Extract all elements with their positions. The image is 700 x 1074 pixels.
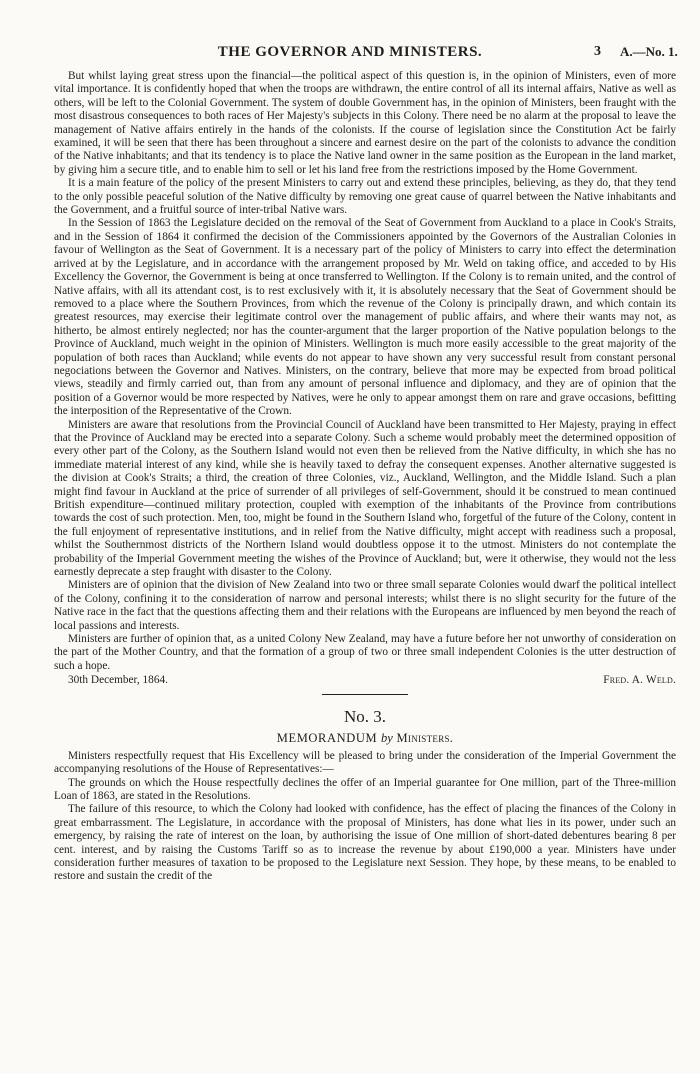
paragraph: In the Session of 1863 the Legislature decided on the removal of the Seat of Government from Auckland to a place in Cook's Straits, and in the Session of 1864 it confirmed the decision of the Commissioners appointed by the Governors of the Australian Colonies in favour of Wellington as the Seat of Government. It is a necessary part of the policy of Ministers to carry into effect the determination arrived at by the Legislature, and in accordance with the arrangement proposed by Mr. Weld on taking office, and acceded to by His Excellency the Governor, the Government is being at once transferred to Wellington. If the Colony is to remain united, and the control of Native affairs, with all its attendant cost, is to rest exclusively with it, it is absolutely necessary that the Seat of Government should be removed to a place where the Southern Provinces, from which the revenue of the Colony is principally drawn, and which contain its greatest resources, may exercise their legitimate control over the management of public affairs, and where their wants may not, as hitherto, be almost entirely neglected; nor has the counter-argument that the larger proportion of the Native population belongs to the Province of Auckland, much weight in the opinion of Ministers. Wellington is much more easily accessible to the great majority of the population of both races than Auckland; while events do not appear to have shown any very successful result from constant personal negociations between the Governor and Natives. Ministers, on the contrary, believe that more may be expected from broad political views, steadily and firmly carried out, than from any amount of personal influence and diplomacy, and they are of opinion that the position of a Governor would be more respected by Natives, were he only to appear amongst them on rare and grave occasions, befitting the interposition of the Representative of the Crown.	[54, 217, 676, 418]
memo-date: 30th December, 1864.	[68, 674, 168, 687]
signature: Fred. A. Weld.	[603, 674, 676, 687]
document-number: No. 3.	[343, 706, 387, 726]
paragraph: Ministers respectfully request that His Excellency will be pleased to bring under the consideration of the Imperial Government the accompanying resolutions of the House of Representatives:—	[54, 749, 676, 776]
page-header	[0, 44, 700, 64]
paragraph: But whilst laying great stress upon the financial—the political aspect of this question is, in the opinion of Ministers, even of more vital importance. It is confidently hoped that when the troops are withdrawn, the entire control of all its internal affairs, Native as well as others, will be left to the Colonial Government. The system of double Government has, in the opinion of Ministers, been fraught with the most disastrous consequences to both races of Her Majesty's subjects in this Colony. There need be no alarm at the proposal to leave the management of Native affairs entirely in the hands of the colonists. If the course of legislation since the Constitution Act be fairly examined, it will be seen that there has been throughout a sincere and earnest desire on the part of the colonists to advance the condition of the Native inhabitants; and that its tendency is to place the Native land owner in the same position as the European in the land market, by giving him a secure title, and to enable him to sell or let his land free from the restrictions imposed by the Home Government.	[54, 70, 676, 176]
paragraph: The failure of this resource, to which the Colony had looked with confidence, has the effect of placing the finances of the Colony in great embarrassment. The Legislature, in accordance with the proposal of Ministers, has done what lies in its power, under such an emergency, by raising the rate of interest on the loan, by authorising the issue of One million of short-dated debentures bearing 8 per cent. interest, and by raising the Customs Tariff so as to increase the revenue by about £190,000 a year. Ministers have under consideration further measures of taxation to be proposed to the Legislature next Session. They hope, by these means, to be enabled to restore and sustain the credit of the	[54, 803, 676, 883]
paragraph: The grounds on which the House respectfully declines the offer of an Imperial guarantee for One million, part of the Three-million Loan of 1863, are stated in the Resolutions.	[54, 776, 676, 802]
dateline	[54, 674, 676, 687]
page-body	[54, 70, 676, 884]
paragraph: It is a main feature of the policy of the present Ministers to carry out and extend these principles, believing, as they do, that they tend to the only possible peaceful solution of the Native difficulty by removing one great cause of quarrel between the Native inhabitants and the Government, and a fruitful source of inter-tribal Native wars.	[54, 177, 676, 217]
running-title: THE GOVERNOR AND MINISTERS.	[217, 44, 483, 60]
heading-by: by	[380, 730, 393, 745]
memorandum-heading	[54, 730, 676, 746]
paragraph: Ministers are of opinion that the division of New Zealand into two or three small separate Colonies would dwarf the political intellect of the Colony, confining it to the consideration of narrow and personal interests; whilst there is no slight security for the future of the Native race in the fact that the questions affecting them and their relations with the Europeans are influenced by men beyond the reach of local passions and interests.	[54, 579, 676, 632]
memorandum-no-3	[54, 707, 676, 884]
paragraph: Ministers are further of opinion that, as a united Colony New Zealand, may have a future before her not unworthy of consideration on the part of the Mother Country, and that the formation of a group of two or three small independent Colonies is the utter destruction of such a hope.	[54, 633, 676, 672]
heading-author: Ministers.	[396, 730, 454, 745]
memorandum-continued	[54, 70, 676, 688]
paragraph: Ministers are aware that resolutions from the Provincial Council of Auckland have been transmitted to Her Majesty, praying in effect that the Province of Auckland may be erected into a separate Colony. Such a scheme would probably meet the determined opposition of every other part of the Colony, as the Southern Island would not even then be relieved from the Native difficulty, in which she has no immediate material interest of any kind, while she is heavily taxed to defray the consequent expenses. Another alternative suggested is the division at Cook's Straits; a third, the creation of three Colonies, viz., Auckland, Wellington, and the Middle Island. Such a plan might find favour in Auckland at the price of surrender of all privileges of self-Government, should it be construed to mean continued British expenditure—continued military protection, coupled with exemption of the inhabitants of the Province from contributions towards the cost of such protection. Men, too, might be found in the Southern Island who, forgetful of the future of the Colony, content in the full enjoyment of representative institutions, and in relief from the Native difficulty, might accept with readiness such a proposal, whilst the Southernmost districts of the Northern Island would doubtless oppose it to the utmost. Ministers do not contemplate the probability of the Imperial Government meeting the wishes of the Province of Auckland; but, were it otherwise, they would not the less earnestly deprecate a step fraught with disaster to the Colony.	[54, 418, 676, 579]
heading-main: MEMORANDUM	[276, 730, 378, 745]
page-number: 3	[594, 44, 601, 59]
section-divider	[322, 694, 408, 695]
document-reference: A.—No. 1.	[620, 44, 678, 59]
